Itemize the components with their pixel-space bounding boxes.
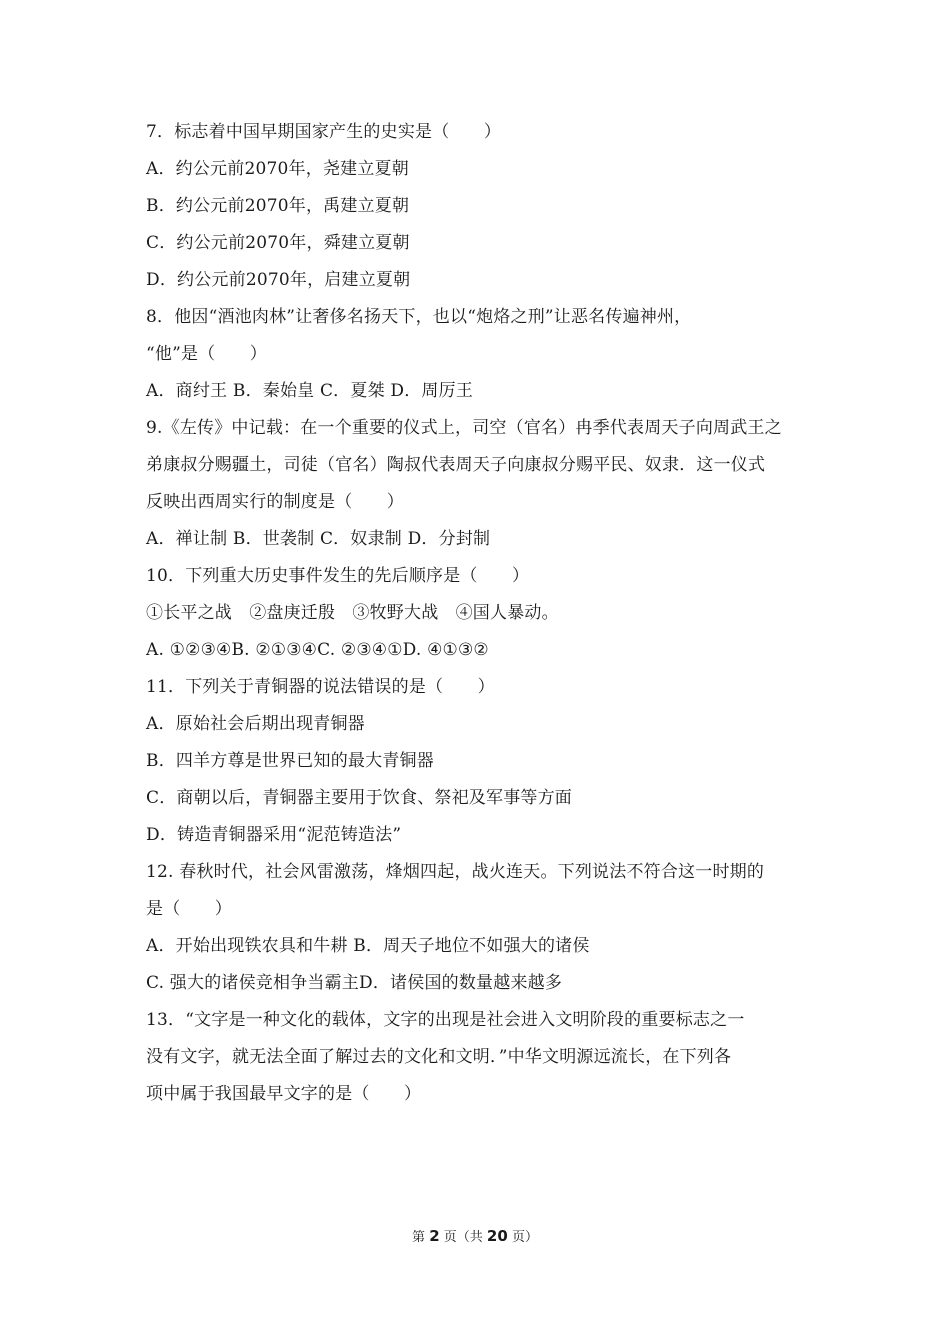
q12-options-line-1: A．开始出现铁农具和牛耕 B．周天子地位不如强大的诸侯 [146, 936, 590, 956]
q7-option-c: C．约公元前2070年，舜建立夏朝 [146, 233, 410, 253]
q13-stem-line-2: 没有文字，就无法全面了解过去的文化和文明．”中华文明源远流长，在下列各 [146, 1047, 732, 1067]
q11-option-a: A．原始社会后期出现青铜器 [146, 714, 365, 734]
q7-stem: 7．标志着中国早期国家产生的史实是（ ） [146, 122, 502, 142]
q8-stem-line-2: “他”是（ ） [146, 344, 267, 364]
q9-options: A．禅让制 B．世袭制 C．奴隶制 D．分封制 [146, 529, 491, 549]
page-footer [0, 1226, 950, 1248]
q9-stem-line-1: 9.《左传》中记载：在一个重要的仪式上，司空（官名）冉季代表周天子向周武王之 [146, 418, 782, 438]
q13-stem-line-3: 项中属于我国最早文字的是（ ） [146, 1084, 422, 1104]
footer-suffix: 页） [511, 1230, 538, 1245]
q13-stem-line-1: 13．“文字是一种文化的载体，文字的出现是社会进入文明阶段的重要标志之一 [146, 1010, 745, 1030]
footer-middle: 页（共 [443, 1230, 483, 1245]
q12-stem-line-2: 是（ ） [146, 899, 232, 919]
q11-option-c: C．商朝以后，青铜器主要用于饮食、祭祀及军事等方面 [146, 788, 573, 808]
q7-option-d: D．约公元前2070年，启建立夏朝 [146, 270, 411, 290]
q9-stem-line-2: 弟康叔分赐疆土，司徒（官名）陶叔代表周天子向康叔分赐平民、奴隶．这一仪式 [146, 455, 766, 475]
q10-stem: 10．下列重大历史事件发生的先后顺序是（ ） [146, 566, 530, 586]
q11-stem: 11．下列关于青铜器的说法错误的是（ ） [146, 677, 495, 697]
footer-total-pages: 20 [486, 1227, 508, 1245]
q7-option-b: B．约公元前2070年，禹建立夏朝 [146, 196, 410, 216]
q10-events: ①长平之战 ②盘庚迁殷 ③牧野大战 ④国人暴动。 [146, 603, 559, 623]
q8-stem-line-1: 8．他因“酒池肉林”让奢侈名扬天下，也以“炮烙之刑”让恶名传遍神州， [146, 307, 692, 327]
q11-option-d: D．铸造青铜器采用“泥范铸造法” [146, 825, 402, 845]
q10-options: A. ①②③④B. ②①③④C. ②③④①D. ④①③② [146, 640, 489, 660]
question-list [146, 114, 814, 1113]
q7-option-a: A．约公元前2070年，尧建立夏朝 [146, 159, 409, 179]
q12-stem-line-1: 12. 春秋时代，社会风雷激荡，烽烟四起，战火连天。下列说法不符合这一时期的 [146, 862, 765, 882]
q12-options-line-2: C. 强大的诸侯竞相争当霸主D．诸侯国的数量越来越多 [146, 973, 563, 993]
q8-options: A．商纣王 B．秦始皇 C．夏桀 D．周厉王 [146, 381, 474, 401]
footer-page-number: 2 [429, 1227, 440, 1245]
q9-stem-line-3: 反映出西周实行的制度是（ ） [146, 492, 404, 512]
footer-prefix: 第 [412, 1230, 426, 1245]
q11-option-b: B．四羊方尊是世界已知的最大青铜器 [146, 751, 434, 771]
